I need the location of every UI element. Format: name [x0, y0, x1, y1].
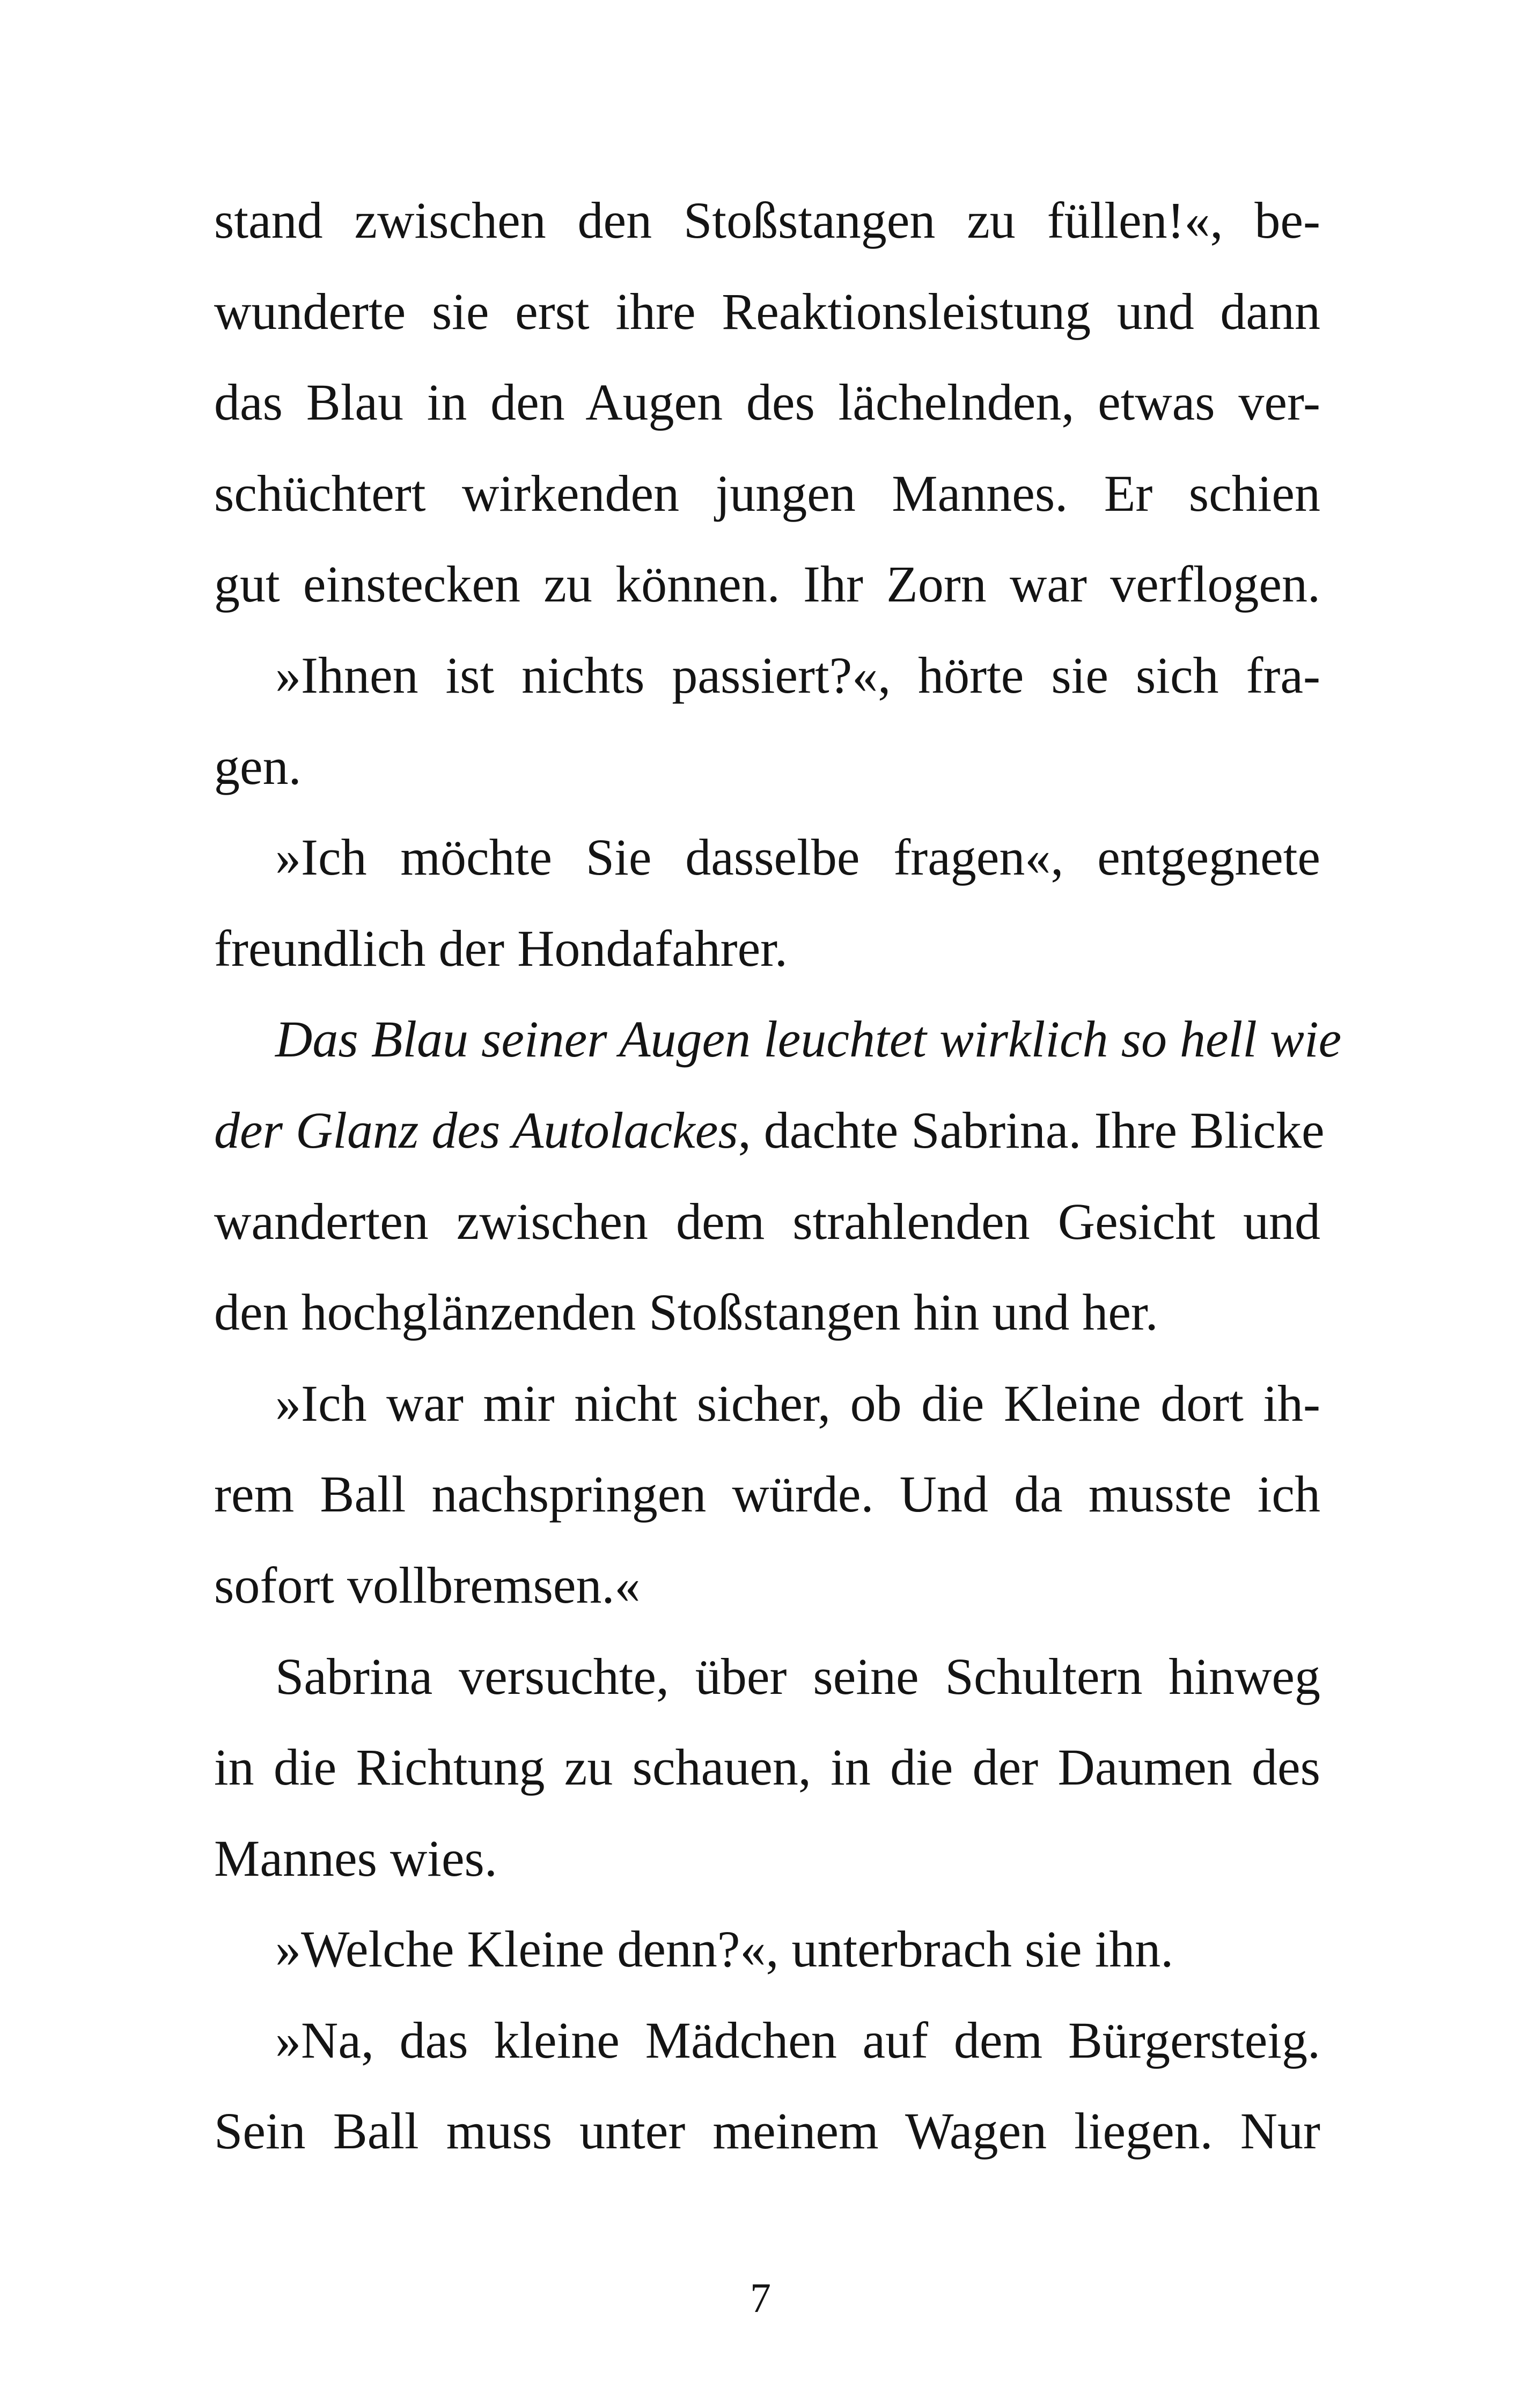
text-line: der Glanz des Autolackes, dachte Sabrina. Ihre Blicke: [214, 1101, 1325, 1159]
text-line: sofort vollbremsen.«: [214, 1556, 641, 1614]
italic-segment: der Glanz des Autolackes: [214, 1101, 738, 1159]
text-line: Sein Ball muss unter meinem Wagen liegen. Nur: [214, 2102, 1320, 2160]
text-line: das Blau in den Augen des lächelnden, etwas ver-: [214, 373, 1320, 431]
text-line: wanderten zwischen dem strahlenden Gesicht und: [214, 1192, 1320, 1250]
text-line: in die Richtung zu schauen, in die der Daumen des: [214, 1738, 1320, 1796]
text-line: Sabrina versuchte, über seine Schultern hinweg: [275, 1647, 1320, 1705]
text-line: schüchtert wirkenden jungen Mannes. Er schien: [214, 464, 1320, 522]
text-line: freundlich der Hondafahrer.: [214, 919, 788, 977]
page-number: 7: [750, 2274, 771, 2321]
text-line: rem Ball nachspringen würde. Und da musste ich: [214, 1465, 1320, 1523]
italic-text-line: Das Blau seiner Augen leuchtet wirklich so hell wie: [275, 1010, 1342, 1068]
text-line: stand zwischen den Stoßstangen zu füllen!«, be-: [214, 192, 1320, 249]
text-line: gen.: [214, 737, 302, 795]
text-line: gut einstecken zu können. Ihr Zorn war verflogen.: [214, 555, 1320, 613]
text-line: »Ihnen ist nichts passiert?«, hörte sie sich fra-: [275, 646, 1320, 704]
text-line: wunderte sie erst ihre Reaktionsleistung und dann: [214, 282, 1320, 340]
text-line: »Ich möchte Sie dasselbe fragen«, entgegnete: [275, 828, 1320, 886]
text-line: »Na, das kleine Mädchen auf dem Bürgersteig.: [275, 2011, 1320, 2069]
text-line: »Ich war mir nicht sicher, ob die Kleine dort ih-: [275, 1374, 1320, 1432]
body-text: [214, 175, 1342, 2177]
text-line: den hochglänzenden Stoßstangen hin und her.: [214, 1283, 1158, 1341]
text-line: »Welche Kleine denn?«, unterbrach sie ihn.: [275, 1920, 1174, 1978]
text-line: Mannes wies.: [214, 1829, 497, 1887]
